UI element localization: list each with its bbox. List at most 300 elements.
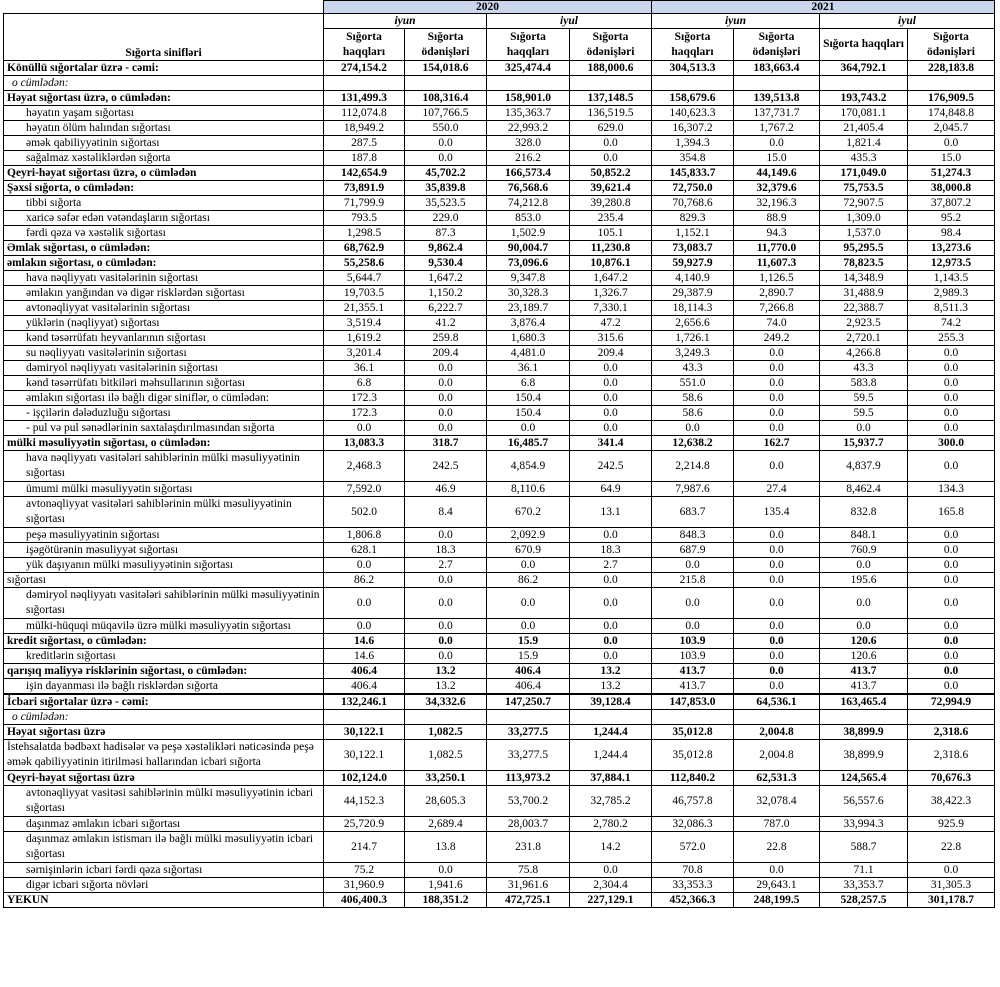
payment-cell: 0.0	[734, 634, 820, 649]
premium-cell: 35,012.8	[652, 725, 734, 740]
premium-cell: 5,644.7	[324, 271, 405, 286]
year-2021-header: 2021	[652, 1, 995, 14]
payment-cell: 136,519.5	[570, 106, 652, 121]
table-row	[4, 211, 995, 226]
payment-cell: 94.3	[734, 226, 820, 241]
premium-cell	[652, 710, 734, 725]
premium-cell: 4,266.8	[820, 346, 908, 361]
premium-cell: 304,513.3	[652, 61, 734, 76]
payment-cell: 174,848.8	[908, 106, 995, 121]
payment-cell: 37,807.2	[908, 196, 995, 211]
payment-cell: 300.0	[908, 436, 995, 451]
premium-cell: 172.3	[324, 391, 405, 406]
premium-cell	[652, 76, 734, 91]
premium-cell: 13,083.3	[324, 436, 405, 451]
payment-cell: 188,351.2	[405, 893, 487, 908]
premium-cell: 150.4	[487, 391, 570, 406]
table-row	[4, 832, 995, 863]
premium-cell: 22,993.2	[487, 121, 570, 136]
payment-cell: 105.1	[570, 226, 652, 241]
month-header: iyun	[652, 14, 820, 29]
premium-cell: 30,122.1	[324, 725, 405, 740]
premium-cell: 413.7	[652, 664, 734, 679]
table-row	[4, 725, 995, 740]
month-header: iyul	[487, 14, 652, 29]
premium-cell: 35,012.8	[652, 740, 734, 771]
premium-cell: 551.0	[652, 376, 734, 391]
premium-cell: 36.1	[487, 361, 570, 376]
payment-cell: 98.4	[908, 226, 995, 241]
row-label: sığortası	[4, 573, 324, 588]
row-label: Qeyri-həyat sığortası üzrə	[4, 771, 324, 786]
premium-cell: 0.0	[487, 558, 570, 573]
payment-cell: 13.1	[570, 497, 652, 528]
row-label: yüklərin (nəqliyyat) sığortası	[4, 316, 324, 331]
premium-cell: 23,189.7	[487, 301, 570, 316]
premiums-column-header: Sığorta haqqları	[324, 29, 405, 61]
row-label: Könüllü sığortalar üzrə - cəmi:	[4, 61, 324, 76]
premium-cell: 0.0	[820, 619, 908, 634]
premium-cell: 171,049.0	[820, 166, 908, 181]
table-row	[4, 543, 995, 558]
table-row	[4, 451, 995, 482]
table-body	[4, 61, 995, 908]
premium-cell: 15.9	[487, 649, 570, 664]
payment-cell: 0.0	[570, 376, 652, 391]
row-label: dəmiryol nəqliyyatı vasitələri sahiblərinin mülki məsuliyyətinin sığortası	[4, 588, 324, 619]
payment-cell: 0.0	[570, 588, 652, 619]
payment-cell: 209.4	[405, 346, 487, 361]
premium-cell: 74,212.8	[487, 196, 570, 211]
table-row	[4, 436, 995, 451]
row-label: fərdi qəza və xəstəlik sığortası	[4, 226, 324, 241]
table-row	[4, 166, 995, 181]
premium-cell: 142,654.9	[324, 166, 405, 181]
payment-cell: 0.0	[908, 649, 995, 664]
table-row	[4, 106, 995, 121]
premium-cell: 572.0	[652, 832, 734, 863]
premium-cell: 150.4	[487, 406, 570, 421]
payment-cell: 0.0	[734, 451, 820, 482]
payment-cell: 0.0	[405, 528, 487, 543]
payment-cell: 47.2	[570, 316, 652, 331]
premium-cell: 14.6	[324, 634, 405, 649]
premium-cell: 670.2	[487, 497, 570, 528]
premium-cell: 132,246.1	[324, 694, 405, 710]
payment-cell: 13.2	[405, 664, 487, 679]
payment-cell: 64,536.1	[734, 694, 820, 710]
premium-cell: 102,124.0	[324, 771, 405, 786]
payment-cell: 1,941.6	[405, 878, 487, 893]
payment-cell: 8,511.3	[908, 301, 995, 316]
payment-cell: 0.0	[908, 346, 995, 361]
premium-cell	[820, 76, 908, 91]
payment-cell: 35,523.5	[405, 196, 487, 211]
payment-cell: 2,318.6	[908, 740, 995, 771]
premium-cell: 76,568.6	[487, 181, 570, 196]
premium-cell: 58.6	[652, 391, 734, 406]
premium-cell: 502.0	[324, 497, 405, 528]
premium-cell: 215.8	[652, 573, 734, 588]
premium-cell: 0.0	[652, 421, 734, 436]
premium-cell: 44,152.3	[324, 786, 405, 817]
row-label: - pul və pul sənədlərinin saxtalaşdırılmasından sığorta	[4, 421, 324, 436]
premium-cell: 73,083.7	[652, 241, 734, 256]
payment-cell: 50,852.2	[570, 166, 652, 181]
premium-cell: 4,854.9	[487, 451, 570, 482]
premium-cell: 55,258.6	[324, 256, 405, 271]
premium-cell: 22,388.7	[820, 301, 908, 316]
payment-cell: 0.0	[734, 573, 820, 588]
payment-cell: 228,183.8	[908, 61, 995, 76]
row-label: peşə məsuliyyətinin sığortası	[4, 528, 324, 543]
payment-cell: 22.8	[908, 832, 995, 863]
premium-cell: 16,307.2	[652, 121, 734, 136]
premium-cell: 406,400.3	[324, 893, 405, 908]
payments-column-header: Sığorta ödənişləri	[908, 29, 995, 61]
payment-cell: 2,989.3	[908, 286, 995, 301]
premium-cell: 38,899.9	[820, 740, 908, 771]
table-row	[4, 863, 995, 878]
payment-cell: 2,004.8	[734, 725, 820, 740]
premium-cell: 4,140.9	[652, 271, 734, 286]
payment-cell: 39,621.4	[570, 181, 652, 196]
payment-cell: 0.0	[570, 619, 652, 634]
payment-cell: 7,266.8	[734, 301, 820, 316]
premium-cell: 760.9	[820, 543, 908, 558]
premium-cell: 59.5	[820, 391, 908, 406]
premium-cell: 75.8	[487, 863, 570, 878]
payment-cell: 0.0	[570, 406, 652, 421]
premium-cell: 413.7	[820, 664, 908, 679]
payment-cell	[405, 76, 487, 91]
premium-cell: 33,277.5	[487, 740, 570, 771]
payment-cell: 0.0	[734, 588, 820, 619]
table-row	[4, 634, 995, 649]
table-row	[4, 893, 995, 908]
premium-cell: 328.0	[487, 136, 570, 151]
table-row	[4, 301, 995, 316]
premium-cell: 406.4	[487, 679, 570, 695]
premium-cell: 7,987.6	[652, 482, 734, 497]
premium-cell: 56,557.6	[820, 786, 908, 817]
premium-cell: 30,122.1	[324, 740, 405, 771]
premium-cell: 452,366.3	[652, 893, 734, 908]
payment-cell: 13.2	[405, 679, 487, 695]
payment-cell: 0.0	[908, 391, 995, 406]
payment-cell: 0.0	[734, 346, 820, 361]
payment-cell: 0.0	[908, 376, 995, 391]
payment-cell: 0.0	[734, 664, 820, 679]
payment-cell: 255.3	[908, 331, 995, 346]
payment-cell: 1,244.4	[570, 740, 652, 771]
premium-cell: 12,638.2	[652, 436, 734, 451]
premium-cell: 21,405.4	[820, 121, 908, 136]
payment-cell: 88.9	[734, 211, 820, 226]
payment-cell: 1,150.2	[405, 286, 487, 301]
payment-cell: 188,000.6	[570, 61, 652, 76]
row-label: avtonəqliyyat vasitəsi sahiblərinin mülki məsuliyyətinin icbari sığortası	[4, 786, 324, 817]
payment-cell: 70,676.3	[908, 771, 995, 786]
premium-cell: 70,768.6	[652, 196, 734, 211]
premium-cell: 832.8	[820, 497, 908, 528]
table-row	[4, 558, 995, 573]
table-row	[4, 771, 995, 786]
premium-cell: 43.3	[820, 361, 908, 376]
premium-cell: 8,110.6	[487, 482, 570, 497]
payments-column-header: Sığorta ödənişləri	[734, 29, 820, 61]
premium-cell: 43.3	[652, 361, 734, 376]
payment-cell: 0.0	[405, 863, 487, 878]
premium-cell: 848.3	[652, 528, 734, 543]
table-row	[4, 694, 995, 710]
payments-column-header: Sığorta ödənişləri	[570, 29, 652, 61]
payment-cell: 10,876.1	[570, 256, 652, 271]
premium-cell: 30,328.3	[487, 286, 570, 301]
row-label: həyatın ölüm halından sığortası	[4, 121, 324, 136]
table-row	[4, 588, 995, 619]
premium-cell: 0.0	[487, 619, 570, 634]
premium-cell: 583.8	[820, 376, 908, 391]
premiums-column-header: Sığorta haqqları	[820, 29, 908, 61]
payment-cell	[908, 76, 995, 91]
payment-cell: 95.2	[908, 211, 995, 226]
premium-cell: 120.6	[820, 649, 908, 664]
payment-cell: 0.0	[734, 376, 820, 391]
row-label: işəgötürənin məsuliyyət sığortası	[4, 543, 324, 558]
payment-cell: 1,647.2	[405, 271, 487, 286]
payment-cell: 1,126.5	[734, 271, 820, 286]
table-row	[4, 497, 995, 528]
premium-cell: 59.5	[820, 406, 908, 421]
premium-cell: 0.0	[487, 421, 570, 436]
payment-cell: 38,422.3	[908, 786, 995, 817]
premium-cell: 78,823.5	[820, 256, 908, 271]
payment-cell: 9,530.4	[405, 256, 487, 271]
premium-cell: 46,757.8	[652, 786, 734, 817]
payment-cell: 13.2	[570, 664, 652, 679]
premium-cell: 31,961.6	[487, 878, 570, 893]
table-row	[4, 528, 995, 543]
payment-cell: 37,884.1	[570, 771, 652, 786]
premium-cell: 0.0	[324, 558, 405, 573]
row-label: Həyat sığortası üzrə	[4, 725, 324, 740]
premium-cell: 135,363.7	[487, 106, 570, 121]
payment-cell: 33,250.1	[405, 771, 487, 786]
premium-cell: 71.1	[820, 863, 908, 878]
payment-cell: 787.0	[734, 817, 820, 832]
payment-cell: 0.0	[908, 543, 995, 558]
premium-cell: 95,295.5	[820, 241, 908, 256]
premium-cell: 2,720.1	[820, 331, 908, 346]
payment-cell: 137,148.5	[570, 91, 652, 106]
table-row	[4, 151, 995, 166]
premium-cell: 33,353.3	[652, 878, 734, 893]
premium-cell: 2,923.5	[820, 316, 908, 331]
payment-cell: 0.0	[405, 361, 487, 376]
premium-cell: 3,201.4	[324, 346, 405, 361]
premium-cell: 163,465.4	[820, 694, 908, 710]
payment-cell: 51,274.3	[908, 166, 995, 181]
premium-cell: 170,081.1	[820, 106, 908, 121]
payment-cell: 0.0	[908, 451, 995, 482]
premium-cell: 86.2	[324, 573, 405, 588]
row-label: kənd təsərrüfatı heyvanlarının sığortası	[4, 331, 324, 346]
payment-cell: 2,045.7	[908, 121, 995, 136]
payment-cell: 135.4	[734, 497, 820, 528]
premium-cell: 9,347.8	[487, 271, 570, 286]
premium-cell: 28,003.7	[487, 817, 570, 832]
row-label: Həyat sığortası üzrə, o cümlədən:	[4, 91, 324, 106]
premium-cell: 31,960.9	[324, 878, 405, 893]
premium-cell: 32,086.3	[652, 817, 734, 832]
premium-cell: 147,853.0	[652, 694, 734, 710]
premium-cell: 793.5	[324, 211, 405, 226]
year-2020-header: 2020	[324, 1, 652, 14]
payment-cell: 0.0	[570, 528, 652, 543]
payment-cell: 0.0	[734, 361, 820, 376]
table-row	[4, 679, 995, 695]
premium-cell: 670.9	[487, 543, 570, 558]
table-row	[4, 316, 995, 331]
payment-cell: 0.0	[570, 391, 652, 406]
payment-cell: 1,647.2	[570, 271, 652, 286]
payment-cell: 0.0	[908, 406, 995, 421]
premium-cell: 214.7	[324, 832, 405, 863]
premium-cell: 147,250.7	[487, 694, 570, 710]
premium-cell: 75,753.5	[820, 181, 908, 196]
payment-cell: 87.3	[405, 226, 487, 241]
payment-cell: 22.8	[734, 832, 820, 863]
payment-cell: 0.0	[908, 573, 995, 588]
premium-cell: 829.3	[652, 211, 734, 226]
premium-cell: 58.6	[652, 406, 734, 421]
payment-cell: 32,785.2	[570, 786, 652, 817]
premium-cell: 124,565.4	[820, 771, 908, 786]
premium-cell: 195.6	[820, 573, 908, 588]
row-label: Şəxsi sığorta, o cümlədən:	[4, 181, 324, 196]
payment-cell: 0.0	[908, 619, 995, 634]
payment-cell: 925.9	[908, 817, 995, 832]
payment-cell: 7,330.1	[570, 301, 652, 316]
premium-cell	[487, 710, 570, 725]
table-row	[4, 121, 995, 136]
payment-cell: 0.0	[405, 406, 487, 421]
row-label: mülki-hüquqi müqavilə üzrə mülki məsuliyyətin sığortası	[4, 619, 324, 634]
premium-cell: 287.5	[324, 136, 405, 151]
premium-cell: 166,573.4	[487, 166, 570, 181]
premium-cell: 406.4	[324, 679, 405, 695]
payment-cell: 0.0	[908, 136, 995, 151]
payment-cell: 0.0	[734, 558, 820, 573]
premium-cell: 274,154.2	[324, 61, 405, 76]
payment-cell: 0.0	[734, 136, 820, 151]
premium-cell: 354.8	[652, 151, 734, 166]
premium-cell	[820, 710, 908, 725]
payment-cell: 550.0	[405, 121, 487, 136]
row-label: dəmiryol nəqliyyatı vasitələrinin sığortası	[4, 361, 324, 376]
table-row	[4, 226, 995, 241]
payment-cell: 1,244.4	[570, 725, 652, 740]
payment-cell: 2,780.2	[570, 817, 652, 832]
table-row	[4, 286, 995, 301]
row-label: kredit sığortası, o cümlədən:	[4, 634, 324, 649]
payment-cell: 64.9	[570, 482, 652, 497]
payment-cell: 11,770.0	[734, 241, 820, 256]
payment-cell: 2,304.4	[570, 878, 652, 893]
payment-cell: 27.4	[734, 482, 820, 497]
payment-cell: 11,230.8	[570, 241, 652, 256]
payment-cell: 0.0	[570, 649, 652, 664]
premium-cell: 21,355.1	[324, 301, 405, 316]
premium-cell: 0.0	[652, 588, 734, 619]
payment-cell: 1,082.5	[405, 740, 487, 771]
payment-cell: 38,000.8	[908, 181, 995, 196]
payment-cell: 2.7	[570, 558, 652, 573]
row-label: İcbari sığortalar üzrə - cəmi:	[4, 694, 324, 710]
premium-cell: 1,680.3	[487, 331, 570, 346]
payment-cell	[908, 710, 995, 725]
payment-cell: 39,128.4	[570, 694, 652, 710]
premium-cell: 2,092.9	[487, 528, 570, 543]
table-row	[4, 619, 995, 634]
payment-cell: 0.0	[570, 421, 652, 436]
payment-cell: 235.4	[570, 211, 652, 226]
row-label: digər icbari sığorta növləri	[4, 878, 324, 893]
premium-cell: 53,700.2	[487, 786, 570, 817]
premium-cell: 848.1	[820, 528, 908, 543]
payment-cell: 45,702.2	[405, 166, 487, 181]
premiums-column-header: Sığorta haqqları	[487, 29, 570, 61]
premium-cell: 325,474.4	[487, 61, 570, 76]
premium-cell: 14.6	[324, 649, 405, 664]
payment-cell: 1,326.7	[570, 286, 652, 301]
premium-cell: 59,927.9	[652, 256, 734, 271]
premium-cell: 2,656.6	[652, 316, 734, 331]
premium-cell: 687.9	[652, 543, 734, 558]
premium-cell: 33,994.3	[820, 817, 908, 832]
premium-cell: 1,152.1	[652, 226, 734, 241]
payment-cell: 242.5	[570, 451, 652, 482]
premium-cell: 6.8	[324, 376, 405, 391]
payment-cell: 32,078.4	[734, 786, 820, 817]
premium-cell: 103.9	[652, 649, 734, 664]
premium-cell: 103.9	[652, 634, 734, 649]
payment-cell: 0.0	[734, 391, 820, 406]
payment-cell: 0.0	[734, 863, 820, 878]
payment-cell: 229.0	[405, 211, 487, 226]
premium-cell	[324, 76, 405, 91]
row-label: xaricə səfər edən vətəndaşların sığortası	[4, 211, 324, 226]
table-row	[4, 573, 995, 588]
premium-cell: 70.8	[652, 863, 734, 878]
payment-cell: 301,178.7	[908, 893, 995, 908]
payment-cell: 162.7	[734, 436, 820, 451]
premium-cell: 14,348.9	[820, 271, 908, 286]
row-label: əmlakın sığortası, o cümlədən:	[4, 256, 324, 271]
premium-cell: 140,623.3	[652, 106, 734, 121]
payment-cell: 14.2	[570, 832, 652, 863]
premium-cell: 18,949.2	[324, 121, 405, 136]
row-label: hava nəqliyyatı vasitələri sahiblərinin mülki məsuliyyətinin sığortası	[4, 451, 324, 482]
premium-cell: 3,876.4	[487, 316, 570, 331]
premium-cell: 72,750.0	[652, 181, 734, 196]
premium-cell: 231.8	[487, 832, 570, 863]
premium-cell: 158,901.0	[487, 91, 570, 106]
row-label: əmək qabiliyyətinin sığortası	[4, 136, 324, 151]
corner-cell	[4, 1, 324, 14]
premium-cell: 364,792.1	[820, 61, 908, 76]
